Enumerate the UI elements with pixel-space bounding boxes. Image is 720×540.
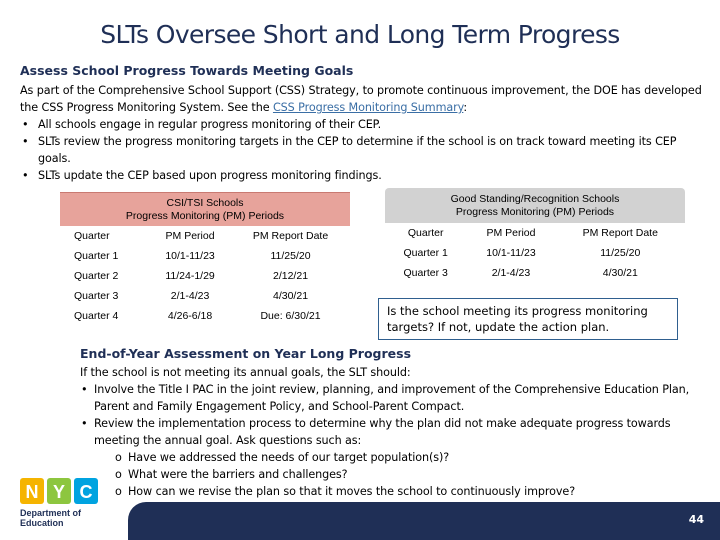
table-cell: 2/1-4/23 xyxy=(491,267,531,279)
intro-colon: : xyxy=(463,101,468,114)
assess-heading: Assess School Progress Towards Meeting Goals xyxy=(20,63,354,78)
table-cell: 4/26-6/18 xyxy=(167,310,213,322)
table-cell: 10/1-11/23 xyxy=(486,247,536,259)
table-cell: 11/25/20 xyxy=(270,250,311,262)
table-row xyxy=(60,306,350,326)
csi-header-line1: CSI/TSI Schools xyxy=(166,196,244,209)
table-row xyxy=(385,243,685,263)
table-cell: 2/1-4/23 xyxy=(170,290,210,302)
eoy-intro: If the school is not meeting its annual goals, the SLT should: xyxy=(80,366,411,379)
assess-bullets xyxy=(20,116,710,184)
table-row xyxy=(385,263,685,283)
table-row xyxy=(60,286,350,306)
column-header: Quarter xyxy=(74,230,110,242)
table-cell: Quarter 1 xyxy=(74,250,119,262)
csi-tsi-table xyxy=(60,192,350,326)
assess-bullet: • All schools engage in regular progress monitoring of their CEP. xyxy=(20,116,710,133)
eoy-questions xyxy=(80,449,710,500)
logo-letter-n: N xyxy=(25,482,39,502)
table-header-row xyxy=(385,223,685,243)
eoy-heading: End-of-Year Assessment on Year Long Progress xyxy=(80,346,412,361)
page-number: 44 xyxy=(688,513,704,526)
eoy-section xyxy=(80,364,710,500)
nyc-logo-mark xyxy=(20,476,100,506)
logo-dept-text xyxy=(20,508,110,528)
table-cell: 10/1-11/23 xyxy=(165,250,215,262)
eoy-question: o How can we revise the plan so that it moves the school to continuously improve? xyxy=(80,483,710,500)
table-cell: Quarter 4 xyxy=(74,310,119,322)
css-summary-link[interactable]: CSS Progress Monitoring Summary xyxy=(272,101,464,114)
table-cell: Quarter 1 xyxy=(403,247,448,259)
table-cell: Quarter 3 xyxy=(74,290,119,302)
gs-table-header xyxy=(385,188,685,223)
csi-header-line2: Progress Monitoring (PM) Periods xyxy=(125,209,285,222)
eoy-question: o Have we addressed the needs of our target population(s)? xyxy=(80,449,710,466)
table-cell: Due: 6/30/21 xyxy=(260,310,321,322)
assess-bullet: • SLTs review the progress monitoring targets in the CEP to determine if the school is on track toward meeting its CEP goals. xyxy=(20,133,710,167)
csi-table-grid xyxy=(60,226,350,326)
assess-intro xyxy=(20,82,710,184)
dept-line2: Education xyxy=(20,518,64,528)
nyc-doe-logo xyxy=(20,476,110,532)
table-cell: 2/12/21 xyxy=(273,270,309,282)
column-header: PM Period xyxy=(486,227,536,239)
logo-letter-y: Y xyxy=(52,482,66,502)
table-header-row xyxy=(60,226,350,246)
eoy-question: o What were the barriers and challenges? xyxy=(80,466,710,483)
table-row xyxy=(60,246,350,266)
table-cell: 11/24-1/29 xyxy=(165,270,215,282)
eoy-bullet: • Involve the Title I PAC in the joint review, planning, and improvement of the Comprehensive Education Plan, Parent and Family Engagement Policy, and School-Parent Compact. xyxy=(80,381,710,415)
csi-table-header xyxy=(60,192,350,226)
table-cell: 4/30/21 xyxy=(273,290,309,302)
good-standing-table xyxy=(385,188,685,283)
table-cell: 11/25/20 xyxy=(600,247,641,259)
table-cell: Quarter 3 xyxy=(403,267,448,279)
column-header: Quarter xyxy=(407,227,444,239)
intro-paragraph xyxy=(20,82,710,116)
gs-header-line1: Good Standing/Recognition Schools xyxy=(450,192,620,205)
progress-callout: Is the school meeting its progress monitoring targets? If not, update the action plan. xyxy=(378,298,678,340)
table-cell: Quarter 2 xyxy=(74,270,119,282)
footer-bar xyxy=(128,502,720,540)
gs-table-grid xyxy=(385,223,685,283)
eoy-bullet: • Review the implementation process to determine why the plan did not make adequate progress towards meeting the annual goal. Ask questions such as: xyxy=(80,415,710,449)
gs-header-line2: Progress Monitoring (PM) Periods xyxy=(455,205,615,218)
column-header: PM Period xyxy=(165,230,215,242)
column-header: PM Report Date xyxy=(582,227,658,239)
logo-letter-c: C xyxy=(79,482,93,502)
column-header: PM Report Date xyxy=(252,230,329,242)
intro-text: As part of the Comprehensive School Support (CSS) Strategy, to promote continuous improvement, the DOE has developed the CSS Progress Monitoring System. See the xyxy=(20,84,702,114)
dept-line1: Department of xyxy=(20,508,82,518)
slide-title: SLTs Oversee Short and Long Term Progress xyxy=(100,20,620,49)
assess-bullet: • SLTs update the CEP based upon progress monitoring findings. xyxy=(20,167,710,184)
eoy-bullets xyxy=(80,381,710,449)
table-row xyxy=(60,266,350,286)
table-cell: 4/30/21 xyxy=(602,267,638,279)
